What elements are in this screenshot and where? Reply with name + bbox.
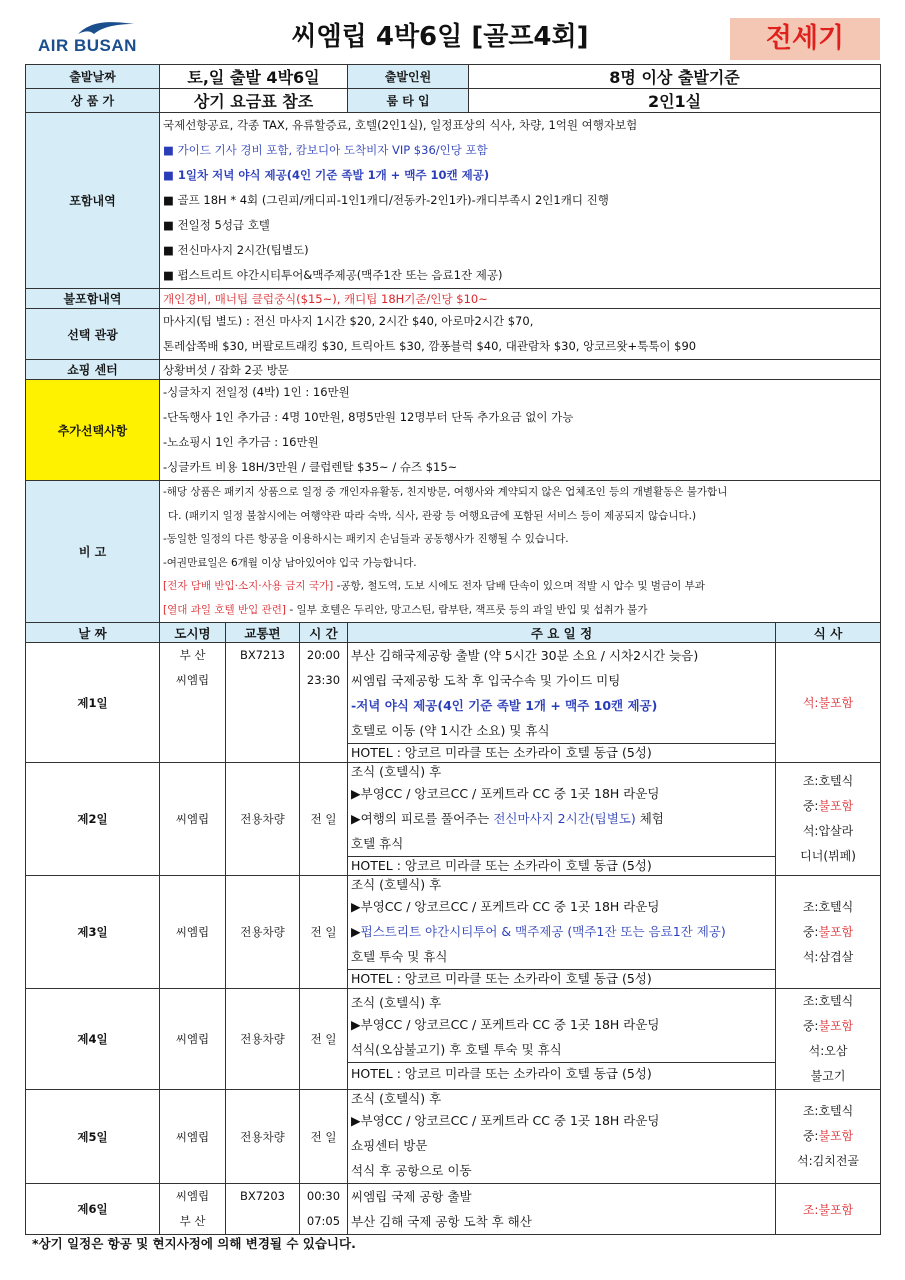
extra-option-line: -노쇼핑시 1인 추가금 : 16만원 [163,435,319,449]
day-city: 씨엠립 [160,989,226,1090]
day-schedule [348,643,776,763]
day-city: 씨엠립 [160,876,226,989]
extra-options-content [160,380,881,481]
day-row-1 [26,643,881,763]
day-transport: BX7203 [226,1184,300,1235]
hotel-line: HOTEL : 앙코르 미라클 또는 소카라이 호텔 동급 (5성) [348,1062,775,1085]
col-header-schedule: 주 요 일 정 [348,623,776,643]
departure-people-value: 8명 이상 출발기준 [469,65,881,89]
room-type-label: 룸 타 입 [348,89,469,113]
hotel-line: HOTEL : 앙코르 미라클 또는 소카라이 호텔 동급 (5성) [348,743,775,762]
day-schedule [348,763,776,876]
day-label: 제5일 [26,1090,160,1184]
day-schedule [348,989,776,1090]
bird-icon [76,18,136,38]
logo-text: AIR BUSAN [38,36,137,55]
day-transport: 전용차량 [226,1090,300,1184]
col-header-date: 날 짜 [26,623,160,643]
schedule-line: 부산 김해국제공항 출발 (약 5시간 30분 소요 / 시차2시간 늦음) [351,648,699,663]
hotel-line: HOTEL : 앙코르 미라클 또는 소카라이 호텔 동급 (5성) [348,969,775,988]
day-row-5 [26,1090,881,1184]
day-transport: 전용차량 [226,876,300,989]
schedule-line: 호텔로 이동 (약 1시간 소요) 및 휴식 [351,723,550,738]
day-time: 20:00 23:30 [300,643,348,763]
day-city: 부 산 씨엠립 [160,643,226,763]
included-item: ■ 가이드 기사 경비 포함, 캄보디아 도착비자 VIP $36/인당 포함 [163,143,488,157]
col-header-time: 시 간 [300,623,348,643]
page-title: 씨엠립 4박6일 [골프4회] [291,22,589,52]
day-row-6 [26,1184,881,1235]
air-busan-logo [38,18,148,58]
departure-row [26,65,881,89]
remarks-label: 비 고 [26,481,160,623]
schedule-line: 조식 (호텔식) 후 [351,877,442,892]
page-header [0,0,905,64]
remark-line: -여권만료일은 6개월 이상 남아있어야 입국 가능합니다. [163,556,417,569]
included-item: ■ 전신마사지 2시간(팁별도) [163,243,309,257]
itinerary-table [25,64,881,1235]
shopping-row [26,360,881,380]
remark-line: [열대 과일 호텔 반입 관련] - 일부 호텔은 두리안, 망고스틴, 람부탄, 잭프룻 등의 과일 반입 및 섭취가 불가 [163,603,648,616]
optional-line: 톤레삽쪽배 $30, 버팔로트래킹 $30, 트릭아트 $30, 깜퐁블럭 $40, 대관람차 $30, 앙코르왓+툭툭이 $90 [163,339,697,353]
included-row [26,113,881,289]
extra-options-label: 추가선택사항 [26,380,160,481]
departure-people-label: 출발인원 [348,65,469,89]
day-transport: 전용차량 [226,989,300,1090]
schedule-line: ▶펍스트리트 야간시티투어 & 맥주제공 (맥주1잔 또는 음료1잔 제공) [351,924,726,939]
included-item: ■ 골프 18H * 4회 (그린피/캐디피-1인1캐디/전동카-2인1카)-캐디부족시 2인1캐디 진행 [163,193,609,207]
remarks-content [160,481,881,623]
charter-badge: 전세기 [730,18,880,60]
excluded-label: 불포함내역 [26,289,160,309]
day-label: 제2일 [26,763,160,876]
extra-option-line: -단독행사 1인 추가금 : 4명 10만원, 8명5만원 12명부터 단독 추가요금 없이 가능 [163,410,574,424]
footer-note: *상기 일정은 항공 및 현지사정에 의해 변경될 수 있습니다. [32,1236,356,1251]
day-meal: 조:호텔식 중:불포함 석:오삼 불고기 [776,989,881,1090]
schedule-line: 조식 (호텔식) 후 [351,1091,442,1106]
remark-line: [전자 담배 반입·소지·사용 금지 국가] -공항, 철도역, 도보 시에도 전자 담배 단속이 있으며 적발 시 압수 및 벌금이 부과 [163,580,705,592]
departure-date-label: 출발날짜 [26,65,160,89]
schedule-line: ▶여행의 피로를 풀어주는 전신마사지 2시간(팁별도) 체험 [351,811,664,826]
schedule-line: ▶부영CC / 앙코르CC / 포케트라 CC 중 1곳 18H 라운딩 [351,1113,660,1128]
schedule-line: -저녁 야식 제공(4인 기준 족발 1개 + 맥주 10캔 제공) [351,698,658,713]
price-value: 상기 요금표 참조 [160,89,348,113]
day-time: 전 일 [300,1090,348,1184]
included-item: ■ 전일정 5성급 호텔 [163,218,270,232]
schedule-line: 조식 (호텔식) 후 [351,994,442,1010]
schedule-line: 씨엠립 국제 공항 출발 [351,1189,472,1204]
day-time: 전 일 [300,763,348,876]
day-label: 제1일 [26,643,160,763]
schedule-line: 부산 김해 국제 공항 도착 후 해산 [351,1214,532,1229]
schedule-line: ▶부영CC / 앙코르CC / 포케트라 CC 중 1곳 18H 라운딩 [351,786,660,801]
day-city: 씨엠립 부 산 [160,1184,226,1235]
day-city: 씨엠립 [160,1090,226,1184]
schedule-line: 석식(오삼불고기) 후 호텔 투숙 및 휴식 [351,1041,562,1057]
col-header-meal: 식 사 [776,623,881,643]
day-meal: 조:호텔식 중:불포함 석:김치전골 [776,1090,881,1184]
extra-options-row [26,380,881,481]
shopping-content: 상황버섯 / 잡화 2곳 방문 [160,360,881,380]
included-item: 국제선항공료, 각종 TAX, 유류할증료, 호텔(2인1실), 일정표상의 식사, 차량, 1억원 여행자보험 [163,118,638,132]
day-transport: 전용차량 [226,763,300,876]
price-label: 상 품 가 [26,89,160,113]
day-schedule [348,876,776,989]
included-label: 포함내역 [26,113,160,289]
shopping-label: 쇼핑 센터 [26,360,160,380]
optional-label: 선택 관광 [26,309,160,360]
schedule-line: 씨엠립 국제공항 도착 후 입국수속 및 가이드 미팅 [351,673,621,688]
day-meal: 조:호텔식 중:불포함 석:압살라 디너(뷔페) [776,763,881,876]
departure-date-value: 토,일 출발 4박6일 [160,65,348,89]
schedule-line: 호텔 휴식 [351,836,404,851]
day-label: 제6일 [26,1184,160,1235]
included-content [160,113,881,289]
remark-line: -해당 상품은 패키지 상품으로 일정 중 개인자유활동, 친지방문, 여행사와 계약되지 않은 업체조인 등의 개별활동은 불가합니 [163,486,728,498]
day-row-4 [26,989,881,1090]
remark-line: 다. (패키지 일정 불참시에는 여행약관 따라 숙박, 식사, 관광 등 여행요금에 포함된 서비스 등이 제공되지 않습니다.) [168,509,697,522]
day-transport: BX7213 [226,643,300,763]
day-row-2 [26,763,881,876]
excluded-row [26,289,881,309]
day-time: 전 일 [300,876,348,989]
schedule-line: 호텔 투숙 및 휴식 [351,949,448,964]
day-meal: 조:호텔식 중:불포함 석:삼겹살 [776,876,881,989]
optional-row [26,309,881,360]
day-meal: 조:불포함 [776,1184,881,1235]
day-label: 제4일 [26,989,160,1090]
schedule-line: 쇼핑센터 방문 [351,1138,428,1153]
day-row-3 [26,876,881,989]
day-schedule [348,1090,776,1184]
schedule-line: ▶부영CC / 앙코르CC / 포케트라 CC 중 1곳 18H 라운딩 [351,899,660,914]
remark-line: -동일한 일정의 다른 항공을 이용하시는 패키지 손님들과 공동행사가 진행될 수 있습니다. [163,533,569,545]
day-time: 00:30 07:05 [300,1184,348,1235]
excluded-content: 개인경비, 매너팁 클럽중식($15~), 캐디팁 18H기준/인당 $10~ [160,289,881,309]
day-schedule [348,1184,776,1235]
extra-option-line: -싱글차지 전일정 (4박) 1인 : 16만원 [163,385,350,399]
optional-content [160,309,881,360]
optional-line: 마사지(팁 별도) : 전신 마사지 1시간 $20, 2시간 $40, 아로마2시간 $70, [163,314,534,328]
day-label: 제3일 [26,876,160,989]
schedule-line: 석식 후 공항으로 이동 [351,1163,472,1178]
price-row [26,89,881,113]
day-time: 전 일 [300,989,348,1090]
included-item: ■ 1일차 저녁 야식 제공(4인 기준 족발 1개 + 맥주 10캔 제공) [163,168,490,182]
remarks-row [26,481,881,623]
hotel-line: HOTEL : 앙코르 미라클 또는 소카라이 호텔 동급 (5성) [348,856,775,875]
schedule-header-row [26,623,881,643]
extra-option-line: -싱글카트 비용 18H/3만원 / 클럽렌탈 $35~ / 슈즈 $15~ [163,460,458,474]
day-meal: 석:불포함 [776,643,881,763]
schedule-line: 조식 (호텔식) 후 [351,764,442,779]
included-item: ■ 펍스트리트 야간시티투어&맥주제공(맥주1잔 또는 음료1잔 제공) [163,268,503,282]
col-header-transport: 교통편 [226,623,300,643]
col-header-city: 도시명 [160,623,226,643]
day-city: 씨엠립 [160,763,226,876]
room-type-value: 2인1실 [469,89,881,113]
schedule-line: ▶부영CC / 앙코르CC / 포케트라 CC 중 1곳 18H 라운딩 [351,1016,660,1032]
